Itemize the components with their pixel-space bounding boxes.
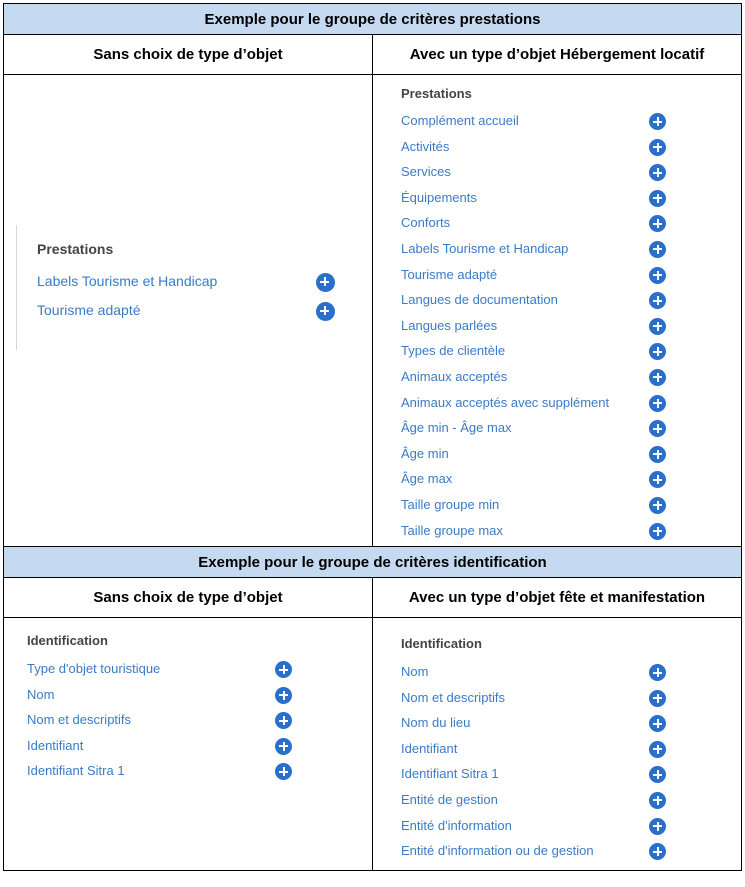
add-icon[interactable]: [649, 369, 666, 386]
identification-right-list: [401, 664, 671, 869]
criterion-item[interactable]: Animaux acceptés: [401, 369, 671, 395]
criterion-item[interactable]: Langues de documentation: [401, 292, 671, 318]
add-icon[interactable]: [316, 302, 335, 321]
criterion-item[interactable]: Identifiant Sitra 1: [27, 763, 297, 789]
add-icon[interactable]: [649, 766, 666, 783]
add-icon[interactable]: [649, 267, 666, 284]
add-icon[interactable]: [649, 664, 666, 681]
add-icon[interactable]: [649, 292, 666, 309]
criterion-item[interactable]: Nom: [27, 687, 297, 713]
add-icon[interactable]: [649, 139, 666, 156]
criterion-item[interactable]: Nom du lieu: [401, 715, 671, 741]
criterion-item[interactable]: Âge min: [401, 446, 671, 472]
add-icon[interactable]: [649, 420, 666, 437]
panel-title: Identification: [401, 636, 482, 651]
identification-right-cell: [373, 618, 742, 871]
add-icon[interactable]: [275, 712, 292, 729]
add-icon[interactable]: [649, 343, 666, 360]
criterion-item[interactable]: Tourisme adapté: [401, 267, 671, 293]
add-icon[interactable]: [649, 241, 666, 258]
criterion-item[interactable]: Type d'objet touristique: [27, 661, 297, 687]
criterion-item[interactable]: Équipements: [401, 190, 671, 216]
add-icon[interactable]: [275, 763, 292, 780]
identification-left-list: [27, 661, 297, 789]
add-icon[interactable]: [649, 446, 666, 463]
header-with-type-prestations: Avec un type d’objet Hébergement locatif: [373, 35, 742, 75]
criterion-item[interactable]: Entité de gestion: [401, 792, 671, 818]
add-icon[interactable]: [649, 113, 666, 130]
criteria-examples-table: [3, 3, 742, 871]
add-icon[interactable]: [649, 215, 666, 232]
criterion-item[interactable]: Types de clientèle: [401, 343, 671, 369]
criterion-item[interactable]: Nom: [401, 664, 671, 690]
criterion-item[interactable]: Langues parlées: [401, 318, 671, 344]
criterion-item[interactable]: Nom et descriptifs: [401, 690, 671, 716]
criterion-item[interactable]: Conforts: [401, 215, 671, 241]
criterion-item[interactable]: Animaux acceptés avec supplément: [401, 395, 671, 421]
criterion-item[interactable]: Identifiant Sitra 1: [401, 766, 671, 792]
header-with-type-identification: Avec un type d’objet fête et manifestation: [373, 578, 742, 618]
add-icon[interactable]: [649, 792, 666, 809]
panel-title: Identification: [27, 633, 108, 648]
add-icon[interactable]: [649, 471, 666, 488]
add-icon[interactable]: [316, 273, 335, 292]
add-icon[interactable]: [649, 715, 666, 732]
criterion-item[interactable]: Activités: [401, 139, 671, 165]
criterion-item[interactable]: Services: [401, 164, 671, 190]
add-icon[interactable]: [649, 690, 666, 707]
criterion-labels-tourisme-handicap[interactable]: Labels Tourisme et Handicap: [37, 273, 337, 302]
add-icon[interactable]: [275, 687, 292, 704]
add-icon[interactable]: [649, 190, 666, 207]
criterion-item[interactable]: Labels Tourisme et Handicap: [401, 241, 671, 267]
section-title-identification: Exemple pour le groupe de critères identification: [4, 547, 742, 578]
criterion-item[interactable]: Âge max: [401, 471, 671, 497]
criterion-item[interactable]: Taille groupe max: [401, 523, 671, 549]
panel-divider: [16, 225, 17, 350]
criterion-item[interactable]: Entité d'information ou de gestion: [401, 843, 671, 869]
add-icon[interactable]: [649, 395, 666, 412]
prestations-right-cell: [373, 75, 742, 547]
criterion-tourisme-adapte[interactable]: Tourisme adapté: [37, 302, 337, 331]
criterion-item[interactable]: Âge min - Âge max: [401, 420, 671, 446]
prestations-right-list: [401, 113, 671, 548]
add-icon[interactable]: [649, 741, 666, 758]
criterion-item[interactable]: Entité d'information: [401, 818, 671, 844]
criterion-item[interactable]: Taille groupe min: [401, 497, 671, 523]
add-icon[interactable]: [649, 318, 666, 335]
section-title-prestations: Exemple pour le groupe de critères prestations: [4, 4, 742, 35]
add-icon[interactable]: [275, 738, 292, 755]
prestations-left-cell: [4, 75, 373, 547]
panel-title: Prestations: [37, 241, 114, 257]
add-icon[interactable]: [649, 843, 666, 860]
header-without-type-prestations: Sans choix de type d’objet: [4, 35, 373, 75]
add-icon[interactable]: [649, 523, 666, 540]
criterion-item[interactable]: Identifiant: [27, 738, 297, 764]
add-icon[interactable]: [649, 818, 666, 835]
header-without-type-identification: Sans choix de type d’objet: [4, 578, 373, 618]
criterion-item[interactable]: Identifiant: [401, 741, 671, 767]
criterion-item[interactable]: Complément accueil: [401, 113, 671, 139]
add-icon[interactable]: [649, 164, 666, 181]
panel-title: Prestations: [401, 86, 472, 101]
criterion-item[interactable]: Nom et descriptifs: [27, 712, 297, 738]
add-icon[interactable]: [649, 497, 666, 514]
identification-left-cell: [4, 618, 373, 871]
add-icon[interactable]: [275, 661, 292, 678]
prestations-left-list: [37, 273, 337, 331]
